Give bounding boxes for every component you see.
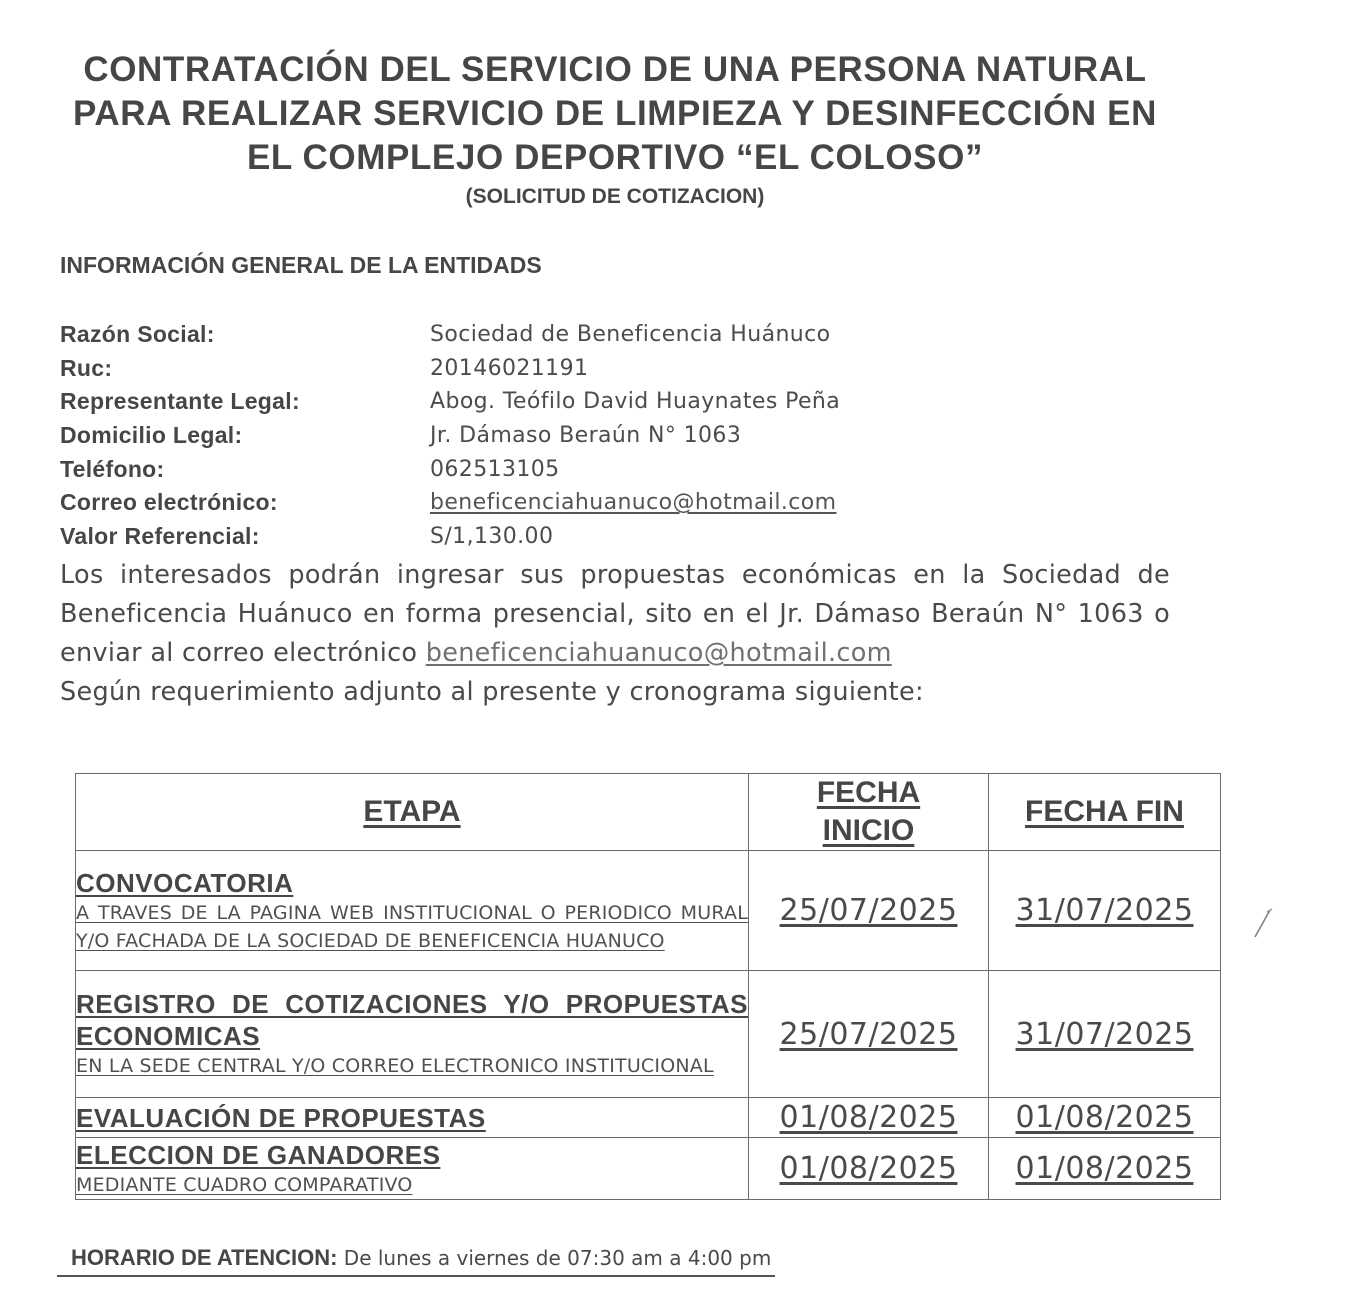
info-value: Abog. Teófilo David Huaynates Peña: [430, 389, 841, 415]
schedule-table: [75, 773, 1221, 1200]
end-date-cell: 31/07/2025: [989, 851, 1221, 971]
start-date-cell: 01/08/2025: [749, 1138, 989, 1200]
info-label: Correo electrónico:: [60, 489, 278, 516]
general-info-list: [60, 318, 960, 553]
stage-cell: [76, 851, 749, 971]
stage-title: REGISTRO DE COTIZACIONES Y/O PROPUESTAS ECONOMICAS: [76, 989, 748, 1051]
document-subtitle: (SOLICITUD DE COTIZACION): [465, 185, 765, 208]
schedule-header-row: [76, 774, 1221, 851]
table-row: [76, 1138, 1221, 1200]
info-label: Valor Referencial:: [60, 522, 260, 549]
info-value: 062513105: [430, 456, 560, 482]
info-row-valor-referencial: [60, 520, 960, 554]
info-row-telefono: [60, 452, 960, 486]
info-label: Ruc:: [60, 354, 113, 381]
stage-title: ELECCION DE GANADORES: [76, 1139, 441, 1170]
info-value: 20146021191: [430, 355, 589, 381]
instructions-paragraph: [60, 556, 1170, 712]
end-date-cell: 01/08/2025: [989, 1098, 1221, 1138]
info-row-domicilio-legal: [60, 419, 960, 453]
column-header-start-date: FECHA INICIO: [749, 774, 989, 851]
email-link[interactable]: beneficenciahuanuco@hotmail.com: [425, 638, 892, 668]
column-header-stage: ETAPA: [76, 774, 749, 851]
office-hours-value: De lunes a viernes de 07:30 am a 4:00 pm: [337, 1246, 772, 1270]
info-label: Razón Social:: [60, 321, 215, 348]
start-date-cell: 25/07/2025: [749, 971, 989, 1098]
table-row: [76, 971, 1221, 1098]
info-row-ruc: [60, 352, 960, 386]
info-row-correo: [60, 486, 960, 520]
info-label: Representante Legal:: [60, 388, 300, 415]
stage-cell: [76, 971, 749, 1098]
info-value: Sociedad de Beneficencia Huánuco: [430, 322, 831, 348]
stage-cell: [76, 1138, 749, 1200]
table-row: [76, 1098, 1221, 1138]
info-value: S/1,130.00: [430, 523, 554, 549]
general-info-heading: INFORMACIÓN GENERAL DE LA ENTIDADS: [60, 252, 542, 278]
document-title-line-2: PARA REALIZAR SERVICIO DE LIMPIEZA Y DESINFECCIÓN EN: [73, 94, 1157, 133]
start-date-cell: 01/08/2025: [749, 1098, 989, 1138]
pen-mark-icon: [1252, 906, 1274, 940]
stage-title: CONVOCATORIA: [76, 867, 294, 898]
end-date-cell: 31/07/2025: [989, 971, 1221, 1098]
paragraph-text-closing: Según requerimiento adjunto al presente y cronograma siguiente:: [60, 677, 924, 707]
paragraph-text: Los interesados podrán ingresar sus propuestas económicas en la Sociedad de Beneficencia Huánuco en forma presencial, sito en el Jr. Dámaso Beraún N° 1063 o enviar al correo electrónico: [60, 560, 1170, 668]
start-date-cell: 25/07/2025: [749, 851, 989, 971]
info-row-razon-social: [60, 318, 960, 352]
table-row: [76, 851, 1221, 971]
document-title-line-1: CONTRATACIÓN DEL SERVICIO DE UNA PERSONA NATURAL: [83, 50, 1147, 89]
info-value: Jr. Dámaso Beraún N° 1063: [430, 423, 742, 449]
stage-description: EN LA SEDE CENTRAL Y/O CORREO ELECTRONICO INSTITUCIONAL: [76, 1055, 714, 1077]
stage-title: EVALUACIÓN DE PROPUESTAS: [76, 1102, 486, 1133]
email-link[interactable]: beneficenciahuanuco@hotmail.com: [430, 490, 837, 516]
info-row-representante-legal: [60, 385, 960, 419]
office-hours-label: HORARIO DE ATENCION:: [71, 1245, 338, 1270]
stage-description: A TRAVES DE LA PAGINA WEB INSTITUCIONAL O PERIODICO MURAL Y/O FACHADA DE LA SOCIEDAD DE BENEFICENCIA HUANUCO: [76, 901, 748, 952]
info-label: Domicilio Legal:: [60, 422, 243, 449]
document-title-block: [60, 48, 1170, 212]
end-date-cell: 01/08/2025: [989, 1138, 1221, 1200]
stage-description: MEDIANTE CUADRO COMPARATIVO: [76, 1173, 413, 1196]
office-hours: [57, 1243, 775, 1277]
info-label: Teléfono:: [60, 455, 165, 482]
column-header-end-date: FECHA FIN: [989, 774, 1221, 851]
stage-cell: [76, 1098, 749, 1138]
document-title-line-3: EL COMPLEJO DEPORTIVO “EL COLOSO”: [246, 138, 984, 177]
